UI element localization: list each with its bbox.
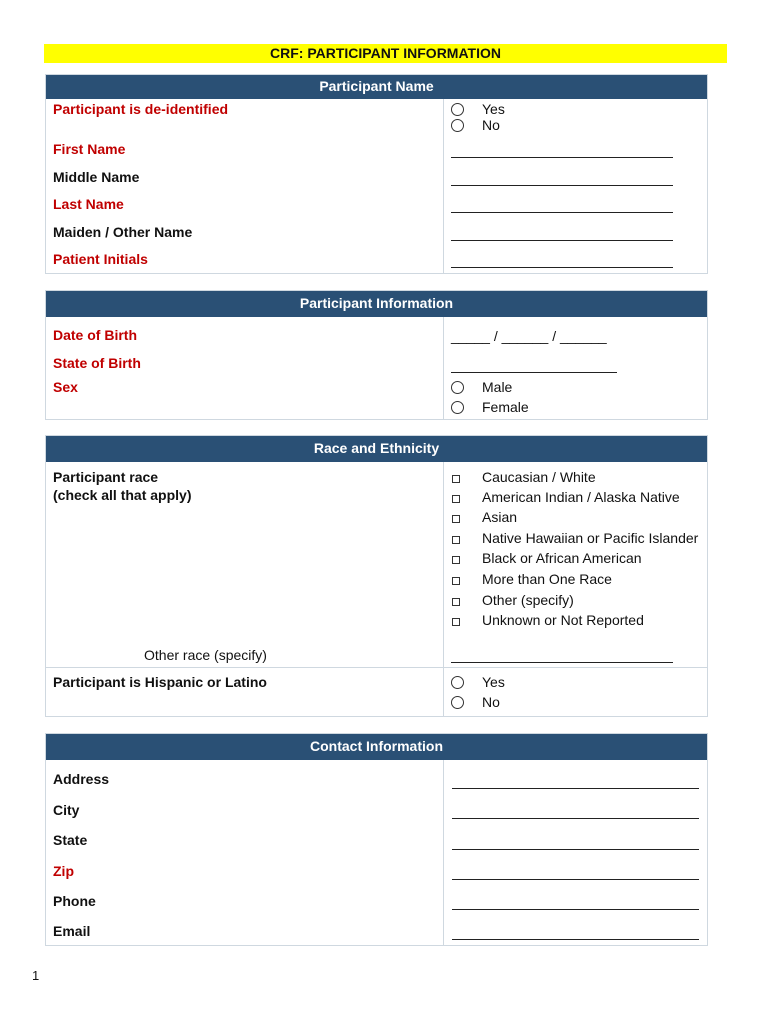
first-name-label: First Name	[53, 141, 126, 157]
first-name-field[interactable]	[451, 157, 673, 158]
race-option: Caucasian / White	[482, 469, 596, 485]
middle-name-label: Middle Name	[53, 169, 140, 185]
hispanic-yes-label: Yes	[482, 674, 505, 690]
middle-name-field[interactable]	[451, 185, 673, 186]
race-checkbox[interactable]	[452, 618, 460, 626]
patient-initials-label: Patient Initials	[53, 251, 148, 267]
race-checkbox[interactable]	[452, 515, 460, 523]
dob-field[interactable]: _____ / ______ / ______	[451, 328, 607, 344]
sex-male-label: Male	[482, 379, 513, 395]
address-field[interactable]	[452, 788, 699, 789]
address-label: Address	[53, 771, 110, 787]
maiden-name-label: Maiden / Other Name	[53, 224, 193, 240]
race-label-line2: (check all that apply)	[53, 487, 192, 503]
participant-information-section	[45, 290, 708, 420]
hispanic-label: Participant is Hispanic or Latino	[53, 674, 267, 690]
other-race-label: Other race (specify)	[144, 647, 267, 663]
race-option: Other (specify)	[482, 592, 574, 608]
form-title: CRF: PARTICIPANT INFORMATION	[44, 44, 727, 63]
race-checkbox[interactable]	[452, 475, 460, 483]
race-ethnicity-section	[45, 435, 708, 717]
race-checkbox[interactable]	[452, 556, 460, 564]
hispanic-yes-radio[interactable]	[451, 676, 464, 689]
race-option: American Indian / Alaska Native	[482, 489, 680, 505]
dob-label: Date of Birth	[53, 327, 137, 343]
email-field[interactable]	[452, 939, 699, 940]
hispanic-no-radio[interactable]	[451, 696, 464, 709]
deidentified-label: Participant is de-identified	[53, 101, 229, 117]
race-option: More than One Race	[482, 571, 612, 587]
race-checkbox[interactable]	[452, 577, 460, 585]
last-name-label: Last Name	[53, 196, 124, 212]
race-checkbox[interactable]	[452, 536, 460, 544]
state-label: State	[53, 832, 88, 848]
email-label: Email	[53, 923, 91, 939]
sex-female-label: Female	[482, 399, 529, 415]
race-option: Unknown or Not Reported	[482, 612, 644, 628]
deidentified-yes-label: Yes	[482, 101, 505, 117]
city-label: City	[53, 802, 80, 818]
participant-name-section	[45, 74, 708, 274]
deidentified-no-radio[interactable]	[451, 119, 464, 132]
race-label-line1: Participant race	[53, 469, 159, 485]
other-race-field[interactable]	[451, 662, 673, 663]
page-number: 1	[32, 968, 40, 983]
state-of-birth-label: State of Birth	[53, 355, 141, 371]
maiden-name-field[interactable]	[451, 240, 673, 241]
race-checkbox[interactable]	[452, 598, 460, 606]
zip-field[interactable]	[452, 879, 699, 880]
race-checkbox[interactable]	[452, 495, 460, 503]
last-name-field[interactable]	[451, 212, 673, 213]
state-of-birth-field[interactable]	[451, 372, 617, 373]
phone-field[interactable]	[452, 909, 699, 910]
contact-information-header: Contact Information	[46, 734, 707, 760]
participant-information-header: Participant Information	[46, 291, 707, 317]
city-field[interactable]	[452, 818, 699, 819]
participant-name-header: Participant Name	[46, 75, 707, 99]
race-option: Black or African American	[482, 550, 642, 566]
zip-label: Zip	[53, 863, 74, 879]
sex-label: Sex	[53, 379, 78, 395]
sex-male-radio[interactable]	[451, 381, 464, 394]
race-ethnicity-header: Race and Ethnicity	[46, 436, 707, 462]
race-option: Asian	[482, 509, 518, 525]
contact-information-section	[45, 733, 708, 946]
race-option: Native Hawaiian or Pacific Islander	[482, 530, 699, 546]
patient-initials-field[interactable]	[451, 267, 673, 268]
sex-female-radio[interactable]	[451, 401, 464, 414]
state-field[interactable]	[452, 849, 699, 850]
phone-label: Phone	[53, 893, 96, 909]
hispanic-no-label: No	[482, 694, 500, 710]
deidentified-no-label: No	[482, 117, 500, 133]
deidentified-yes-radio[interactable]	[451, 103, 464, 116]
